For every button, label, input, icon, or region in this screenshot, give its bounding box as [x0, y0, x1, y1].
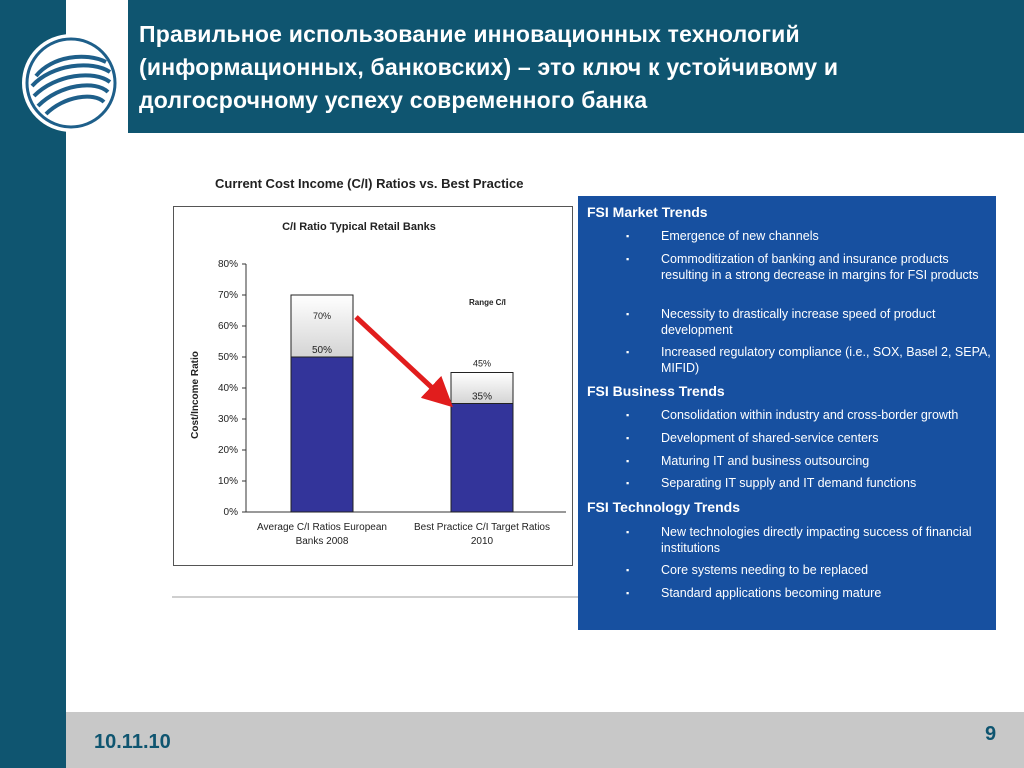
- section-title: FSI Market Trends: [587, 204, 708, 220]
- bullet-icon: ▪: [626, 565, 630, 575]
- x-tick-label: Best Practice C/I Target Ratios: [414, 522, 550, 533]
- bullet-icon: ▪: [626, 309, 630, 319]
- company-logo: [22, 34, 120, 132]
- bar-top-label: 70%: [312, 311, 332, 321]
- list-item-text: Separating IT supply and IT demand functions: [661, 476, 917, 490]
- bar-value-label: 35%: [471, 391, 493, 403]
- y-tick-label: 80%: [217, 259, 238, 270]
- bullet-icon: ▪: [626, 410, 630, 420]
- slide-title: Правильное использование инновационных технологий (информационных, банковских) – это ключ к устойчивому и долгосрочному успеху современного банка: [139, 21, 839, 113]
- y-tick-label: 0%: [223, 507, 238, 518]
- bar-value-label: 50%: [311, 345, 333, 356]
- chart-title: C/I Ratio Typical Retail Banks: [282, 221, 436, 233]
- list-item-text: Standard applications becoming mature: [661, 586, 882, 600]
- cost-income-chart: [174, 207, 572, 565]
- section-title: FSI Technology Trends: [587, 499, 740, 515]
- section-title: FSI Business Trends: [587, 383, 725, 399]
- chart-caption: Current Cost Income (C/I) Ratios vs. Best Practice: [215, 176, 524, 191]
- divider-line: [172, 596, 582, 598]
- bullet-icon: ▪: [626, 478, 630, 488]
- list-item-text: New technologies directly impacting success of financial institutions: [661, 525, 972, 555]
- bullet-icon: ▪: [626, 456, 630, 466]
- bullet-icon: ▪: [626, 231, 630, 241]
- y-tick-label: 60%: [217, 321, 238, 332]
- list-item-text: Increased regulatory compliance (i.e., SOX, Basel 2, SEPA, MIFID): [661, 345, 991, 375]
- list-item-text: Development of shared-service centers: [661, 431, 879, 445]
- list-item-text: Core systems needing to be replaced: [661, 563, 869, 577]
- bullet-icon: ▪: [626, 433, 630, 443]
- bullet-icon: ▪: [626, 527, 630, 537]
- slide-date: 10.11.10: [94, 731, 171, 753]
- bullet-icon: ▪: [626, 347, 630, 357]
- y-tick-label: 70%: [217, 290, 238, 301]
- globe-logo-icon: [22, 34, 120, 132]
- list-item-text: Consolidation within industry and cross-border growth: [661, 408, 959, 422]
- bullet-icon: ▪: [626, 588, 630, 598]
- list-item-text: Maturing IT and business outsourcing: [661, 454, 870, 468]
- list-item-text: Emergence of new channels: [661, 229, 819, 243]
- x-tick-label: Average C/I Ratios European: [257, 522, 387, 533]
- trend-arrow: [356, 317, 442, 397]
- chart-frame: [173, 206, 573, 566]
- bar-top-label: 45%: [472, 358, 492, 369]
- base-bar-segment: [451, 404, 513, 513]
- x-tick-label: 2010: [470, 536, 494, 547]
- y-tick-label: 10%: [217, 476, 238, 487]
- list-item-text: Necessity to drastically increase speed of product development: [661, 307, 936, 337]
- x-tick-label: Banks 2008: [295, 536, 349, 547]
- y-tick-label: 30%: [217, 414, 238, 425]
- footer-bar: [66, 712, 1024, 768]
- range-label: Range C/I: [469, 298, 506, 307]
- trends-panel: [578, 196, 996, 630]
- base-bar-segment: [291, 357, 353, 512]
- y-axis-label: Cost/Income Ratio: [190, 351, 201, 439]
- bullet-icon: ▪: [626, 254, 630, 264]
- y-tick-label: 50%: [217, 352, 238, 363]
- y-tick-label: 40%: [217, 383, 238, 394]
- y-tick-label: 20%: [217, 445, 238, 456]
- page-number: 9: [985, 723, 997, 745]
- list-item-text: Commoditization of banking and insurance products resulting in a strong decrease in margins for FSI products: [661, 252, 979, 282]
